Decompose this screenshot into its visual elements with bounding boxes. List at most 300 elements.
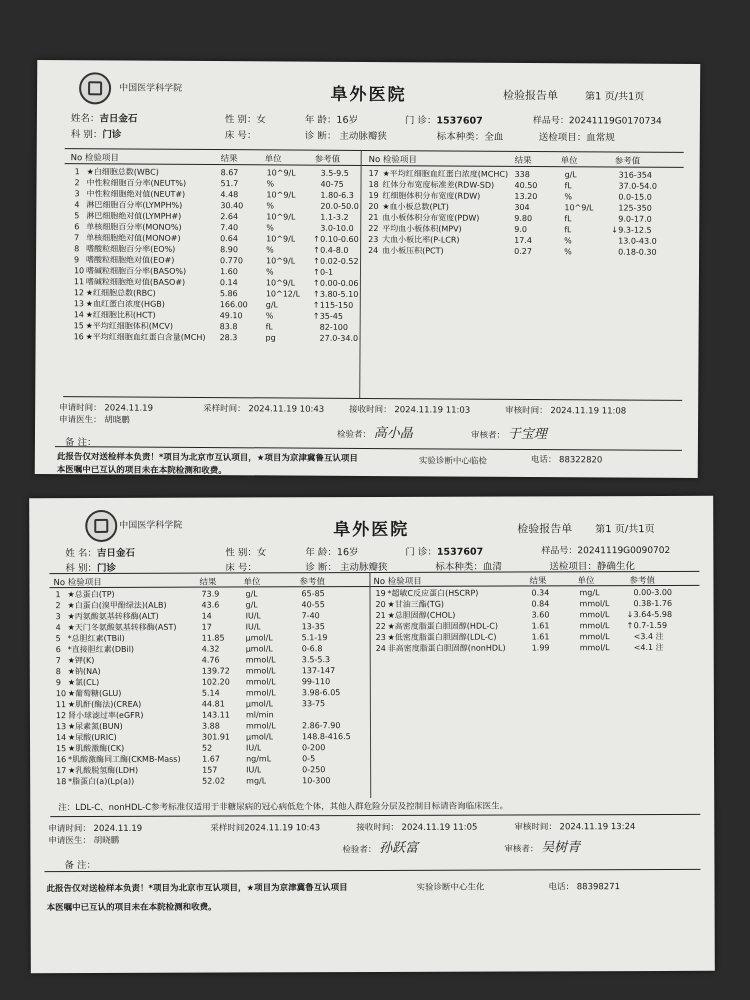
- high-flag-icon: ↑: [312, 311, 320, 321]
- reference-range: 33-75: [301, 699, 326, 709]
- result-unit: %: [265, 311, 274, 321]
- item-name: 嗜碱粒细胞百分率(BASO%): [85, 266, 187, 276]
- result-value: 40.50: [514, 180, 538, 191]
- row-number: 24: [368, 246, 379, 256]
- row-number: 4: [74, 200, 80, 210]
- result-value: 3.88: [201, 721, 220, 731]
- reference-range: 13.0-43.0: [618, 236, 657, 246]
- result-unit: fL: [564, 214, 572, 224]
- col-header-ref-right: 参考值: [614, 156, 641, 167]
- col-header-unit: 单位: [243, 577, 261, 588]
- reference-range: 20.0-50.0: [320, 201, 359, 211]
- row-number: 14: [73, 310, 84, 320]
- footer-rule: [44, 869, 700, 872]
- result-value: 139.72: [201, 666, 230, 676]
- col-header-unit: 单位: [264, 154, 282, 165]
- result-value: 0.14: [219, 278, 238, 288]
- reference-range: 316-354: [618, 170, 653, 180]
- reference-range: 0.10-0.60: [320, 234, 359, 244]
- result-value: 83.8: [219, 322, 238, 332]
- result-unit: IU/L: [246, 743, 262, 753]
- reference-range: 35-45: [319, 311, 343, 321]
- result-value: 17: [201, 622, 212, 632]
- auditor-signature: 于宝理: [507, 426, 547, 443]
- row-number: 22: [375, 621, 386, 631]
- row-number: 23: [375, 632, 386, 642]
- row-number: 10: [73, 266, 85, 276]
- item-name: ★肌酸激酶(CK): [68, 743, 125, 754]
- row-number: 17: [56, 766, 67, 776]
- high-flag-icon: ↑: [312, 278, 320, 288]
- row-number: 17: [368, 169, 379, 179]
- result-unit: μmol/L: [245, 644, 273, 654]
- page-number: 第1 页/共1页: [595, 524, 655, 536]
- table-top-rule: [49, 571, 699, 574]
- result-unit: fL: [564, 225, 572, 235]
- reference-range: 0-6.8: [301, 644, 323, 654]
- result-unit: g/L: [265, 300, 279, 310]
- result-unit: mmol/L: [245, 655, 276, 665]
- reference-range: 13-35: [301, 622, 325, 632]
- result-unit: μmol/L: [245, 699, 274, 709]
- col-header-item: No 检验项目: [53, 577, 102, 589]
- audit-time: 审核时间： 2024.11.19 13:24: [514, 822, 636, 833]
- reference-range: 3.5-9.5: [320, 168, 349, 178]
- result-value: 166.00: [219, 300, 248, 310]
- reference-range: 3.0-10.0: [320, 223, 354, 233]
- patient-name: 姓名：吉日金石: [70, 113, 138, 125]
- lab-phone: 电话： 88398271: [548, 882, 621, 893]
- col-header-result: 结果: [199, 577, 217, 588]
- result-unit: 10^9/L: [266, 190, 296, 200]
- row-number: 3: [55, 612, 61, 622]
- result-unit: 10^9/L: [265, 278, 296, 288]
- sample-number: 样品号：20241119G0090702: [541, 545, 671, 557]
- result-value: 8.90: [220, 245, 238, 255]
- result-unit: g/L: [245, 589, 258, 599]
- row-number: 15: [56, 744, 67, 754]
- remark: 备 注：: [64, 437, 97, 449]
- receive-time: 接收时间： 2024.11.19 11:05: [356, 822, 478, 834]
- row-number: 8: [55, 667, 61, 677]
- reference-range: 0.0-15.0: [618, 192, 652, 202]
- high-flag-icon: ↑: [313, 245, 320, 255]
- reference-range: 0-200: [302, 743, 326, 753]
- disclaimer-line2: 本医嘱中已互认的项目未在本院检测和收费。: [46, 902, 217, 914]
- row-number: 20: [375, 599, 386, 609]
- reference-range: 9.0-17.0: [618, 214, 652, 224]
- item-name: ★总蛋白(TP): [67, 589, 115, 600]
- reference-range: 0.02-0.52: [320, 256, 359, 266]
- reference-range: 27.0-34.0: [319, 333, 359, 343]
- request-doctor: 申请医生： 胡晓鹏: [48, 835, 120, 847]
- reference-range: 0.4-8.0: [320, 245, 349, 255]
- item-name: 血小板体积分布宽度(PDW): [382, 213, 480, 223]
- item-name: *脂蛋白(a)(Lp(a)): [68, 776, 135, 787]
- row-number: 3: [74, 189, 80, 199]
- row-number: 9: [74, 255, 80, 265]
- auditor: 审核者： 吴树青: [504, 840, 581, 856]
- result-unit: %: [564, 236, 572, 246]
- table-bottom-rule: [50, 814, 700, 817]
- result-value: 1.61: [531, 621, 550, 631]
- item-name: ★葡萄糖(GLU): [67, 688, 122, 699]
- item-name: ★平均红细胞血红蛋白浓度(MCHC): [382, 169, 509, 179]
- result-unit: mmol/L: [579, 599, 610, 609]
- results-right: [36, 166, 700, 258]
- row-number: 18: [368, 180, 379, 190]
- item-name: ★白细胞总数(WBC): [86, 167, 159, 177]
- row-number: 4: [55, 623, 61, 633]
- reference-range: 0.7-1.59: [633, 620, 668, 631]
- result-value: 14: [201, 611, 212, 621]
- item-name: ★甘油三酯(TG): [387, 599, 445, 609]
- item-name: ★氯(CL): [67, 677, 100, 688]
- item-name: ★肌酐(酶法)(CREA): [67, 699, 142, 710]
- result-value: 11.85: [201, 633, 225, 643]
- row-number: 22: [368, 224, 379, 234]
- row-number: 13: [73, 299, 84, 309]
- reference-range: 0-250: [302, 765, 326, 775]
- result-value: 1.67: [202, 754, 220, 764]
- reference-range: 0-5: [302, 754, 316, 764]
- clinic-number: 门 诊：1537607: [405, 546, 484, 558]
- report-type: 检验报告单: [503, 88, 559, 103]
- reference-range: 0.00-0.06: [319, 278, 359, 288]
- reference-range: 10-300: [302, 776, 331, 786]
- item-name: 淋巴细胞百分率(LYMPH%): [86, 200, 183, 210]
- tester: 检验者： 高小晶: [336, 426, 413, 442]
- item-name: 非高密度脂蛋白胆固醇(nonHDL): [387, 643, 506, 653]
- reference-range: 5.1-19: [301, 633, 328, 643]
- result-value: 43.6: [201, 600, 220, 610]
- result-value: 0.770: [220, 256, 243, 266]
- result-value: 143.11: [201, 710, 230, 720]
- result-unit: g/L: [245, 600, 258, 610]
- item-name: *直接胆红素(DBil): [67, 644, 135, 655]
- result-unit: mmol/L: [245, 666, 276, 676]
- reference-range: 137-147: [301, 666, 336, 676]
- academy-name: 中国医学科学院: [119, 83, 183, 94]
- item-name: ★乳酸脱氢酶(LDH): [68, 765, 139, 776]
- row-number: 1: [55, 590, 61, 600]
- result-value: 52.02: [202, 776, 226, 786]
- table-header: [29, 574, 713, 589]
- reference-range: 3.98-6.05: [301, 688, 341, 698]
- item-name: 中性粒细胞绝对值(NEUT#): [86, 189, 186, 199]
- disclaimer-line2: 本医嘱中已互认的项目未在本院检测和收费。: [56, 465, 227, 477]
- high-flag-icon: ↑: [312, 289, 320, 299]
- request-doctor: 申请医生： 胡晓鹏: [59, 415, 130, 426]
- col-header-ref-right: 参考值: [629, 576, 655, 587]
- reference-range: 0.00-3.00: [633, 587, 673, 598]
- result-unit: 10^9/L: [266, 256, 296, 266]
- col-header-item: No 检验项目: [70, 153, 119, 164]
- low-flag-icon: ↓: [611, 225, 618, 235]
- result-value: 5.14: [201, 688, 220, 698]
- result-unit: 10^9/L: [266, 212, 296, 222]
- result-value: 3.60: [531, 610, 550, 620]
- disclaimer-line1: 此报告仅对送检样本负责！*项目为北京市互认项目，★项目为京津冀鲁互认项目: [56, 452, 358, 464]
- result-unit: %: [266, 223, 274, 233]
- send-items: 送检项目：静确生化: [549, 561, 635, 573]
- result-value: 1.60: [219, 267, 238, 277]
- result-value: 4.48: [220, 190, 239, 200]
- result-value: 301.91: [201, 732, 231, 742]
- result-unit: 10^9/L: [266, 234, 296, 244]
- row-number: 6: [74, 222, 80, 232]
- bed-number: 床 号：: [224, 130, 257, 142]
- item-name: *超敏C反应蛋白(HSCRP): [387, 588, 479, 598]
- patient-age: 年 龄：16岁: [305, 547, 359, 559]
- patient-sex: 性 别：女: [224, 114, 266, 126]
- item-name: ★平均红细胞血红蛋白含量(MCH): [85, 332, 206, 343]
- result-unit: %: [266, 201, 275, 211]
- result-value: 9.0: [514, 224, 528, 234]
- row-number: 23: [368, 235, 379, 245]
- result-unit: mmol/L: [579, 610, 610, 620]
- result-value: 9.80: [514, 213, 533, 224]
- result-unit: mmol/L: [579, 621, 610, 631]
- auditor-signature: 吴树青: [541, 840, 581, 856]
- high-flag-icon: ↑: [626, 621, 634, 631]
- item-name: 血小板压积(PCT): [382, 246, 444, 256]
- reference-range: 125-350: [618, 203, 652, 213]
- audit-time: 审核时间： 2024.11.19 11:08: [505, 405, 627, 417]
- result-value: 338: [514, 169, 530, 179]
- result-value: 1.61: [531, 632, 550, 642]
- result-unit: mg/L: [246, 776, 267, 786]
- report-sheet-biochemistry: [29, 496, 715, 973]
- result-value: 0.34: [531, 588, 550, 598]
- reference-range: <3.4 注: [633, 631, 664, 642]
- item-name: ★高密度脂蛋白胆固醇(HDL-C): [387, 621, 499, 631]
- item-name: ★平均红细胞体积(MCV): [85, 321, 174, 331]
- lab-name: 实验诊断中心临检: [418, 456, 487, 467]
- page-number: 第1 页/共1页: [585, 91, 645, 103]
- result-unit: mmol/L: [579, 643, 610, 653]
- item-name: ★钾(K): [67, 655, 95, 666]
- result-value: 52: [202, 743, 213, 753]
- result-unit: IU/L: [245, 622, 262, 632]
- result-unit: %: [266, 179, 275, 189]
- result-unit: 10^12/L: [265, 289, 301, 299]
- row-number: 15: [73, 321, 84, 331]
- item-name: ★尿素氮(BUN): [67, 721, 123, 732]
- result-unit: 10^9/L: [564, 203, 594, 213]
- result-value: 73.9: [201, 589, 220, 599]
- high-flag-icon: ↑: [313, 234, 320, 244]
- item-name: *总胆红素(TBil): [67, 633, 125, 644]
- result-value: 5.86: [219, 289, 238, 299]
- item-name: ★钠(NA): [67, 666, 101, 677]
- row-number: 16: [56, 755, 67, 765]
- row-number: 9: [55, 678, 61, 688]
- item-name: 嗜碱粒细胞绝对值(BASO#): [85, 277, 186, 287]
- result-value: 28.3: [219, 333, 238, 343]
- item-name: ★红细胞总数(RBC): [85, 288, 156, 298]
- item-name: 红细胞体积分布宽度(RDW): [382, 191, 481, 201]
- row-number: 2: [74, 178, 80, 188]
- patient-sex: 性 别：女: [225, 547, 267, 559]
- row-number: 19: [368, 191, 379, 201]
- tester: 检验者： 孙跃富: [342, 840, 419, 856]
- results-right: [29, 587, 713, 655]
- item-name: 嗜酸粒细胞绝对值(EO#): [86, 255, 175, 265]
- col-header-result-right: 结果: [514, 155, 532, 167]
- result-unit: %: [265, 267, 274, 277]
- result-unit: μmol/L: [245, 732, 274, 742]
- item-name: ★尿酸(URIC): [67, 732, 117, 743]
- low-flag-icon: ↓: [626, 610, 634, 620]
- row-number: 12: [55, 711, 67, 721]
- result-unit: mmol/L: [245, 721, 276, 731]
- result-value: 51.7: [220, 179, 239, 189]
- reference-range: 0-1: [319, 267, 334, 277]
- col-header-unit-right: 单位: [560, 156, 578, 167]
- result-value: 2.64: [220, 212, 239, 222]
- reference-range: 9.3-12.5: [618, 225, 652, 235]
- result-unit: mg/L: [579, 588, 600, 598]
- row-number: 21: [375, 610, 386, 620]
- reference-range: 40-75: [320, 179, 344, 189]
- result-unit: μmol/L: [245, 633, 273, 643]
- result-unit: fL: [265, 322, 273, 332]
- diagnosis: 诊 断： 主动脉瓣狭: [305, 561, 388, 574]
- department: 科 别：门诊: [65, 562, 116, 575]
- item-name: ★低密度脂蛋白胆固醇(LDL-C): [387, 632, 497, 642]
- item-name: 单核细胞绝对值(MONO#): [86, 233, 181, 243]
- result-value: 157: [202, 765, 218, 775]
- item-name: *肌酸激酶同工酶(CKMB-Mass): [68, 754, 181, 765]
- item-name: ★总胆固醇(CHOL): [387, 610, 456, 620]
- result-value: 0.27: [514, 246, 532, 257]
- result-value: 304: [514, 202, 530, 212]
- reference-range: 65-85: [301, 589, 325, 599]
- result-unit: IU/L: [246, 765, 262, 775]
- result-unit: mmol/L: [245, 677, 276, 687]
- row-number: 19: [375, 588, 386, 598]
- diagnosis: 诊 断： 主动脉瓣狭: [304, 130, 387, 143]
- specimen-type: 标本种类：血清: [435, 561, 502, 573]
- tester-signature: 高小晶: [373, 426, 413, 442]
- patient-age: 年 龄：16岁: [304, 114, 359, 126]
- col-header-ref: 参考值: [314, 154, 341, 165]
- result-value: 7.40: [220, 223, 239, 233]
- item-name: ★红细胞比积(HCT): [85, 310, 156, 320]
- reference-range: 7-40: [301, 611, 320, 621]
- result-value: 1.99: [531, 643, 550, 653]
- reference-range: 1.1-3.2: [320, 212, 349, 222]
- request-time: 申请时间： 2024.11.19: [59, 403, 154, 414]
- disclaimer-line1: 此报告仅对送检样本负责！*项目为北京市互认项目，★项目为京津冀鲁互认项目: [46, 883, 348, 895]
- row-number: 13: [55, 722, 67, 732]
- item-name: 平均血小板体积(MPV): [382, 224, 462, 234]
- clinic-number: 门 诊：1537607: [404, 115, 483, 127]
- item-name: ★天门冬氨酸氨基转移酶(AST): [67, 622, 177, 633]
- collect-time: 采样时间： 2024.11.19 10:43: [203, 403, 325, 415]
- lab-phone: 电话： 88322820: [530, 455, 603, 466]
- row-number: 7: [55, 656, 61, 666]
- sample-number: 样品号：20241119G0170734: [532, 116, 662, 127]
- collect-time: 采样时间2024.11.19 10:43: [210, 823, 321, 834]
- reference-range: 0.38-1.76: [633, 598, 673, 609]
- reference-range: 40-55: [301, 600, 325, 610]
- row-number: 8: [74, 244, 80, 254]
- result-value: 44.81: [201, 699, 225, 709]
- col-header-ref: 参考值: [299, 577, 326, 588]
- specimen-type: 标本种类：全血: [436, 131, 504, 143]
- receive-time: 接收时间： 2024.11.19 11:03: [349, 404, 471, 416]
- reference-range: 115-150: [319, 300, 354, 310]
- result-unit: %: [266, 245, 274, 255]
- report-sheet-blood-routine: [35, 60, 701, 478]
- reference-range: <4.1 注: [633, 642, 664, 653]
- result-unit: mmol/L: [579, 632, 610, 642]
- row-number: 24: [375, 643, 386, 653]
- row-number: 10: [55, 689, 67, 699]
- col-header-unit-right: 单位: [577, 576, 595, 587]
- reference-range: 99-110: [301, 677, 331, 687]
- bed-number: 床 号：: [225, 562, 257, 574]
- table-row: [30, 642, 714, 655]
- reference-range: 1.80-6.3: [320, 190, 354, 200]
- reference-range: 2.86-7.90: [301, 721, 341, 731]
- item-name: 淋巴细胞绝对值(LYMPH#): [86, 211, 182, 221]
- reference-range: 37.0-54.0: [618, 181, 658, 191]
- result-value: 30.40: [220, 201, 244, 211]
- report-type: 检验报告单: [517, 522, 573, 536]
- table-row: [30, 775, 370, 787]
- item-name: ★白蛋白(溴甲酚绿法)(ALB): [67, 600, 167, 611]
- reference-range: 3.64-5.98: [633, 609, 673, 620]
- auditor: 审核者： 于宝理: [470, 426, 547, 443]
- table-bottom-rule: [63, 396, 682, 401]
- reference-range: 3.80-5.10: [319, 289, 359, 299]
- item-name: 肾小球滤过率(eGFR): [67, 710, 144, 721]
- row-number: 7: [74, 233, 80, 243]
- table-row: [36, 331, 360, 344]
- tester-signature: 孙跃富: [379, 840, 419, 856]
- row-number: 12: [73, 288, 85, 298]
- result-value: 49.10: [219, 311, 243, 321]
- result-unit: IU/L: [245, 611, 261, 621]
- row-number: 20: [368, 202, 379, 212]
- item-name: ★血红蛋白浓度(HGB): [85, 299, 165, 309]
- high-flag-icon: ↑: [312, 267, 320, 277]
- row-number: 11: [55, 700, 67, 710]
- col-header-result-right: 结果: [529, 576, 547, 587]
- reference-range: 82-100: [319, 322, 349, 332]
- result-value: 0.84: [531, 599, 550, 609]
- result-value: 102.20: [201, 677, 230, 687]
- request-time: 申请时间： 2024.11.19: [48, 823, 143, 835]
- result-value: 8.67: [220, 168, 239, 178]
- col-header-item-right: No 检验项目: [368, 155, 417, 166]
- result-value: 0.64: [220, 234, 239, 244]
- result-unit: 10^9/L: [266, 168, 296, 178]
- result-unit: mmol/L: [245, 688, 276, 698]
- item-name: ★丙氨酸氨基转移酶(ALT): [67, 611, 159, 622]
- row-number: 16: [73, 332, 84, 342]
- row-number: 11: [73, 277, 85, 287]
- reference-range: 0.18-0.30: [618, 247, 657, 257]
- item-name: 红体分布宽度标准差(RDW-SD): [382, 180, 495, 190]
- row-number: 6: [55, 645, 61, 655]
- result-unit: g/L: [564, 170, 577, 180]
- academy-name: 中国医学科学院: [119, 520, 183, 531]
- high-flag-icon: ↑: [312, 300, 320, 310]
